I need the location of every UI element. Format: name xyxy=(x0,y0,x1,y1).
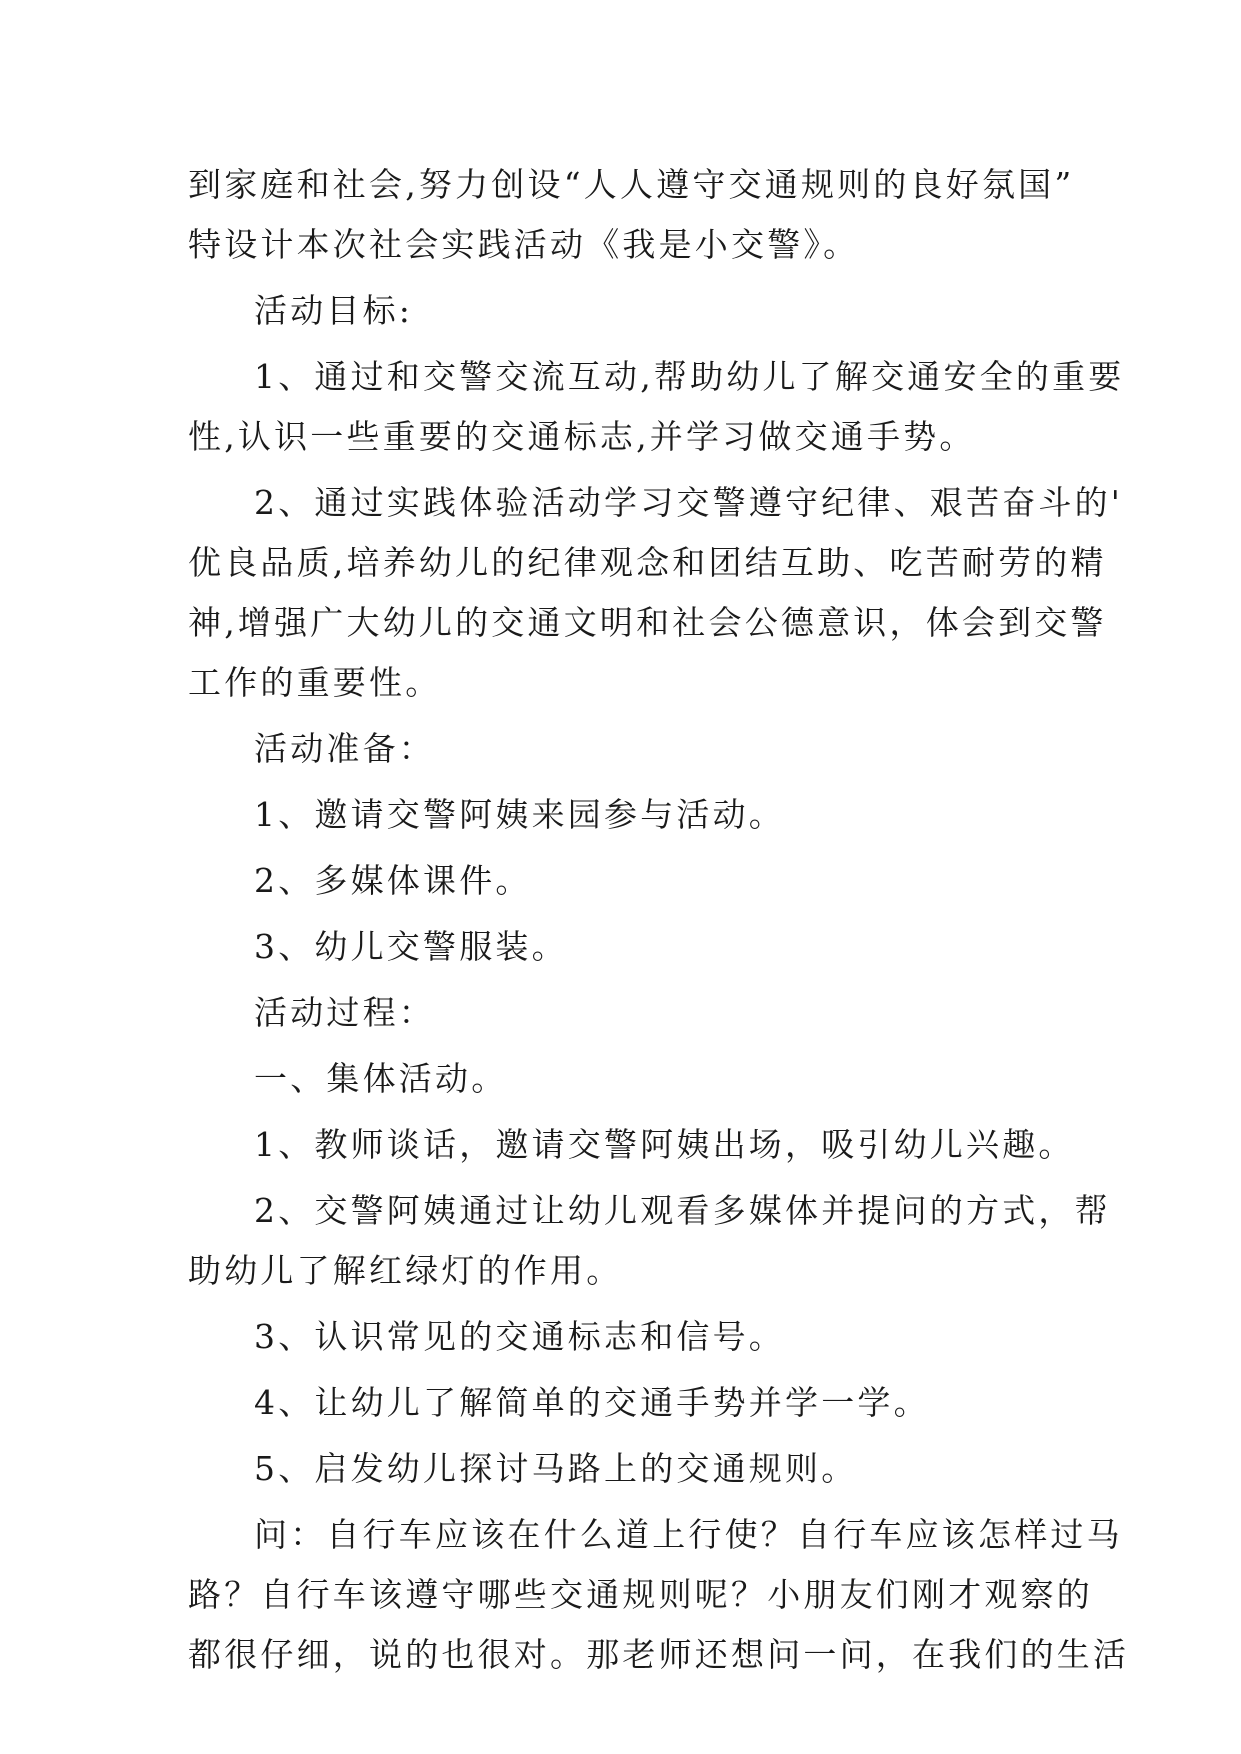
text-line: 神,增强广大幼儿的交通文明和社会公德意识，体会到交警 xyxy=(188,603,1107,642)
text-line: 助幼儿了解红绿灯的作用。 xyxy=(188,1251,623,1290)
text-line: 5、启发幼儿探讨马路上的交通规则。 xyxy=(254,1449,858,1488)
text-line: 优良品质,培养幼儿的纪律观念和团结互助、吃苦耐劳的精 xyxy=(188,543,1107,582)
text-line: 4、让幼儿了解简单的交通手势并学一学。 xyxy=(254,1383,930,1422)
section-heading-preparation: 活动准备： xyxy=(254,729,435,768)
text-line: 3、认识常见的交通标志和信号。 xyxy=(254,1317,785,1356)
document-body xyxy=(188,155,1130,1685)
section-heading-goals: 活动目标: xyxy=(254,291,414,330)
text-line: 特设计本次社会实践活动《我是小交警》。 xyxy=(188,225,860,264)
document-page xyxy=(188,155,1130,1685)
text-line: 到家庭和社会,努力创设“人人遵守交通规则的良好氛国” xyxy=(188,165,1075,204)
text-line: 性,认识一些重要的交通标志,并学习做交通手势。 xyxy=(188,417,976,456)
text-line: 2、通过实践体验活动学习交警遵守纪律、艰苦奋斗的' xyxy=(254,483,1124,522)
text-line: 1、教师谈话，邀请交警阿姨出场，吸引幼儿兴趣。 xyxy=(254,1125,1075,1164)
text-line: 路？自行车该遵守哪些交通规则呢？小朋友们刚才观察的 xyxy=(188,1575,1093,1614)
section-heading-process: 活动过程： xyxy=(254,993,435,1032)
text-line: 问：自行车应该在什么道上行使？自行车应该怎样过马 xyxy=(254,1515,1123,1554)
text-line: 都很仔细，说的也很对。那老师还想问一问，在我们的生活 xyxy=(188,1635,1130,1674)
text-line: 工作的重要性。 xyxy=(188,663,442,702)
text-line: 1、邀请交警阿姨来园参与活动。 xyxy=(254,795,785,834)
text-line: 3、幼儿交警服装。 xyxy=(254,927,568,966)
text-line: 1、通过和交警交流互动,帮助幼儿了解交通安全的重要 xyxy=(254,357,1125,396)
text-line: 2、多媒体课件。 xyxy=(254,861,532,900)
text-line: 2、交警阿姨通过让幼儿观看多媒体并提问的方式，帮 xyxy=(254,1191,1111,1230)
text-line: 一、集体活动。 xyxy=(254,1059,508,1098)
